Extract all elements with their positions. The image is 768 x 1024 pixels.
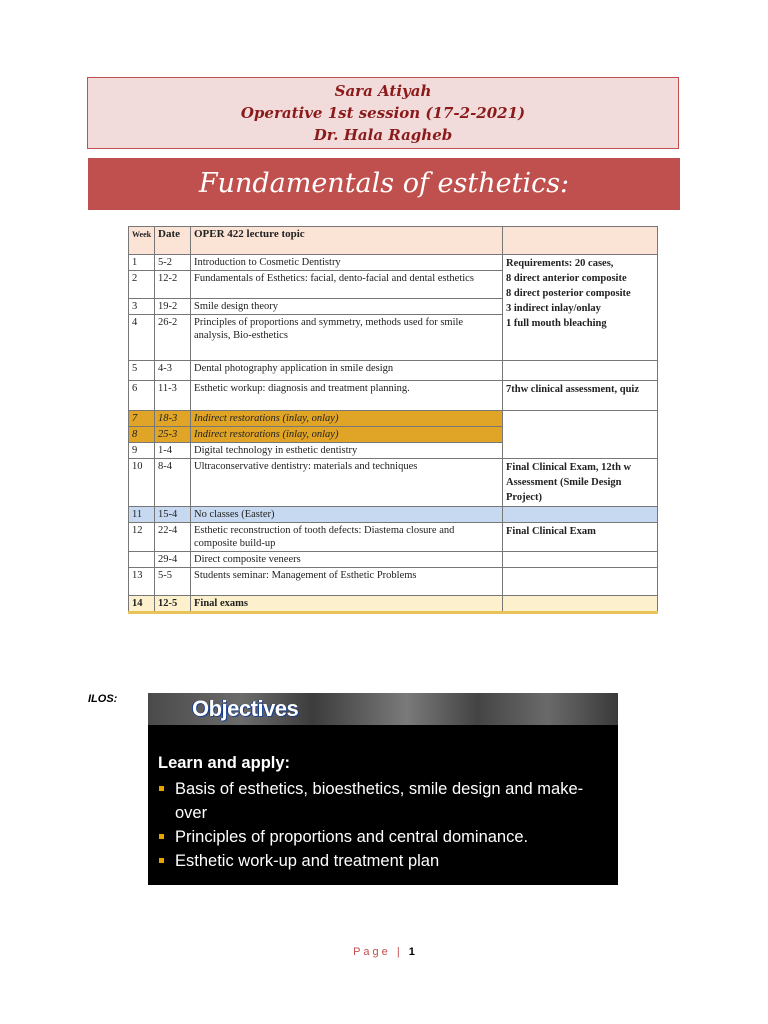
topic-cell: Indirect restorations (inlay, onlay)	[191, 411, 503, 427]
bullet-text: Principles of proportions and central dominance.	[175, 828, 529, 846]
header-topic: OPER 422 lecture topic	[191, 227, 503, 255]
week-cell: 8	[129, 427, 155, 443]
week-cell: 14	[129, 596, 155, 613]
topic-cell: Principles of proportions and symmetry, methods used for smile analysis, Bio-esthetics	[191, 315, 503, 361]
ilos-label: ILOS:	[88, 693, 118, 705]
final-exam-cell: Final Clinical Exam	[503, 523, 658, 552]
page-number: 1	[408, 946, 415, 958]
author-name: Sara Atiyah	[334, 82, 432, 100]
date-cell: 12-5	[155, 596, 191, 613]
slide-lead: Learn and apply:	[158, 754, 291, 772]
lecture-schedule-table	[128, 226, 658, 614]
requirement-line: Requirements: 20 cases,	[506, 258, 614, 269]
week-cell: 6	[129, 381, 155, 411]
topic-cell: Ultraconservative dentistry: materials and techniques	[191, 459, 503, 507]
header-week: Week	[129, 227, 155, 255]
notes-cell	[503, 552, 658, 568]
date-cell: 18-3	[155, 411, 191, 427]
topic-cell: Direct composite veneers	[191, 552, 503, 568]
bullet-text: Basis of esthetics, bioesthetics, smile design and make-over	[175, 780, 584, 822]
week-cell: 3	[129, 299, 155, 315]
date-cell: 4-3	[155, 361, 191, 381]
bullet-square-icon	[159, 858, 164, 863]
requirement-line: 1 full mouth bleaching	[506, 318, 607, 329]
topic-cell: Final exams	[191, 596, 503, 613]
topic-cell: Students seminar: Management of Esthetic Problems	[191, 568, 503, 596]
week-cell: 5	[129, 361, 155, 381]
page-footer: Page | 1	[353, 946, 415, 958]
requirement-line: 8 direct posterior composite	[506, 288, 631, 299]
date-cell: 8-4	[155, 459, 191, 507]
date-cell: 11-3	[155, 381, 191, 411]
requirements-cell	[503, 255, 658, 361]
date-cell: 29-4	[155, 552, 191, 568]
notes-cell	[503, 361, 658, 381]
week-cell: 13	[129, 568, 155, 596]
topic-cell: Dental photography application in smile design	[191, 361, 503, 381]
week-cell: 10	[129, 459, 155, 507]
header-box	[87, 77, 679, 149]
week-cell: 11	[129, 507, 155, 523]
slide-body	[158, 751, 614, 873]
requirement-line: 3 indirect inlay/onlay	[506, 303, 601, 314]
slide-bullet	[158, 777, 614, 825]
table-row	[129, 596, 658, 613]
week-cell: 4	[129, 315, 155, 361]
topic-cell: Fundamentals of Esthetics: facial, dento-facial and dental esthetics	[191, 271, 503, 299]
bullet-square-icon	[159, 834, 164, 839]
table-row	[129, 361, 658, 381]
date-cell: 19-2	[155, 299, 191, 315]
header-date: Date	[155, 227, 191, 255]
notes-cell	[503, 596, 658, 613]
date-cell: 5-5	[155, 568, 191, 596]
topic-cell: Digital technology in esthetic dentistry	[191, 443, 503, 459]
date-cell: 22-4	[155, 523, 191, 552]
doctor-name: Dr. Hala Ragheb	[313, 126, 453, 144]
quiz-note-cell: 7thw clinical assessment, quiz	[503, 381, 658, 411]
slide-heading: Objectives	[192, 696, 299, 721]
table-row	[129, 507, 658, 523]
week-cell: 1	[129, 255, 155, 271]
topic-cell: Esthetic workup: diagnosis and treatment planning.	[191, 381, 503, 411]
table-row	[129, 411, 658, 427]
date-cell: 15-4	[155, 507, 191, 523]
slide-bullet	[158, 825, 614, 849]
bullet-square-icon	[159, 786, 164, 791]
table-row	[129, 568, 658, 596]
date-cell: 5-2	[155, 255, 191, 271]
table-row	[129, 255, 658, 271]
table-row	[129, 552, 658, 568]
session-info: Operative 1st session (17-2-2021)	[240, 104, 526, 122]
header-notes	[503, 227, 658, 255]
document-title: Fundamentals of esthetics:	[88, 158, 680, 210]
topic-cell: No classes (Easter)	[191, 507, 503, 523]
topic-cell: Indirect restorations (inlay, onlay)	[191, 427, 503, 443]
week-cell: 7	[129, 411, 155, 427]
bullet-text: Esthetic work-up and treatment plan	[175, 852, 440, 870]
topic-cell: Esthetic reconstruction of tooth defects: Diastema closure and composite build-up	[191, 523, 503, 552]
notes-cell	[503, 411, 658, 459]
page-label: Page	[353, 946, 391, 958]
week-cell	[129, 552, 155, 568]
week-cell: 12	[129, 523, 155, 552]
notes-cell	[503, 507, 658, 523]
week-cell: 2	[129, 271, 155, 299]
slide-bullet	[158, 849, 614, 873]
date-cell: 1-4	[155, 443, 191, 459]
objectives-slide-image	[148, 693, 618, 885]
topic-cell: Smile design theory	[191, 299, 503, 315]
topic-cell: Introduction to Cosmetic Dentistry	[191, 255, 503, 271]
table-header-row	[129, 227, 658, 255]
notes-cell	[503, 568, 658, 596]
table-row	[129, 381, 658, 411]
requirement-line: 8 direct anterior composite	[506, 273, 627, 284]
date-cell: 12-2	[155, 271, 191, 299]
date-cell: 25-3	[155, 427, 191, 443]
table-row	[129, 523, 658, 552]
table-row	[129, 459, 658, 507]
final-assessment-cell: Final Clinical Exam, 12th w Assessment (Smile Design Project)	[503, 459, 658, 507]
week-cell: 9	[129, 443, 155, 459]
date-cell: 26-2	[155, 315, 191, 361]
